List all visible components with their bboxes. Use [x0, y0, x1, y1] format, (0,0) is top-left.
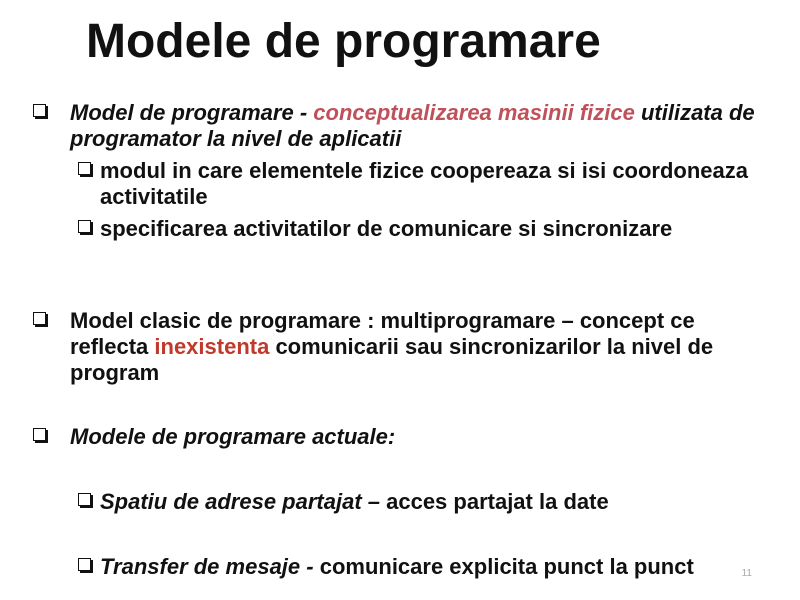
checkbox-bullet-icon [33, 104, 46, 117]
sub-bullet-modul: modul in care elementele fizice coopereaza si isi coordoneaza activitatile [100, 158, 749, 209]
bullet-desc: acces partajat la date [386, 489, 609, 514]
checkbox-bullet-icon [78, 493, 91, 506]
checkbox-bullet-icon [78, 162, 91, 175]
bullet-term: Spatiu de adrese partajat – [100, 489, 387, 514]
highlight-text: inexistenta [154, 334, 270, 359]
slide-title: Modele de programare [86, 15, 601, 68]
highlight-text: conceptualizarea masinii fizice [313, 100, 635, 125]
slide-number: 11 [741, 568, 752, 579]
bullet-lead: Model de programare - [70, 100, 314, 125]
bullet-model-de-programare [70, 100, 770, 152]
checkbox-bullet-icon [33, 312, 46, 325]
bullet-rest: comunicarii sau sincronizarilor la nivel de program [70, 334, 714, 385]
bullet-rest: utilizata de programator la nivel de aplicatii [70, 100, 755, 151]
bullet-term: Transfer de mesaje - [100, 554, 320, 579]
bullet-modele-actuale: Modele de programare actuale: [70, 424, 396, 449]
bullet-lead: Model clasic de programare : multiprogramare – concept ce reflecta [70, 308, 695, 359]
bullet-model-clasic [70, 308, 770, 386]
sub-bullet-spatiu-adrese [100, 489, 770, 515]
checkbox-bullet-icon [78, 220, 91, 233]
bullet-desc: comunicare explicita punct la punct [319, 554, 694, 579]
checkbox-bullet-icon [33, 428, 46, 441]
sub-bullet-transfer-mesaje [100, 554, 770, 580]
checkbox-bullet-icon [78, 558, 91, 571]
sub-bullet-specificarea: specificarea activitatilor de comunicare si sincronizare [100, 216, 673, 241]
